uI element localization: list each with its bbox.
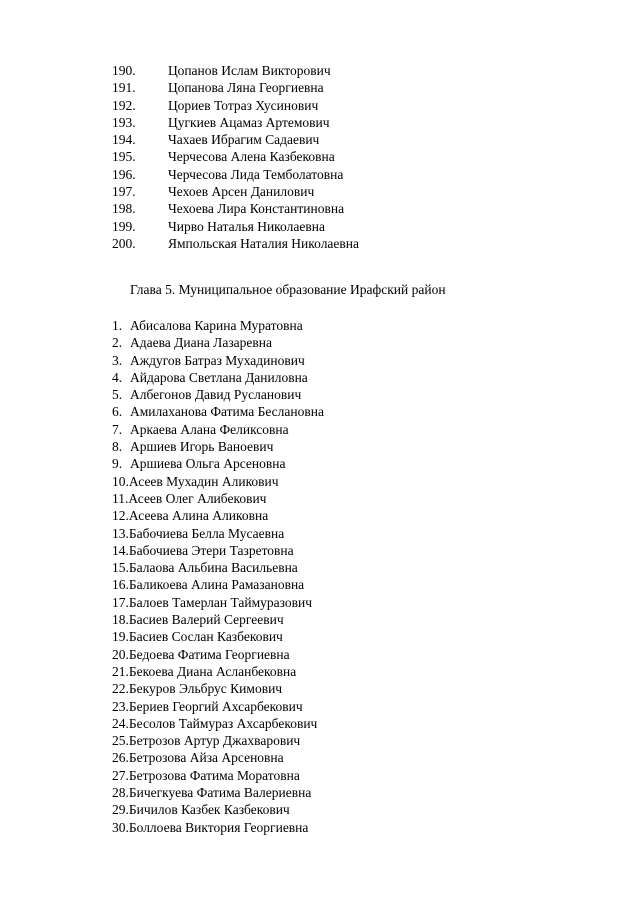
item-number: 22. xyxy=(112,681,129,697)
item-number: 192. xyxy=(112,97,136,113)
item-name: Чехоев Арсен Данилович xyxy=(168,184,315,200)
item-name: Асеев Олег Алибекович xyxy=(128,490,267,506)
item-number: 13. xyxy=(112,525,129,541)
list-item xyxy=(112,369,324,386)
list-item xyxy=(112,576,324,593)
item-name: Бедоева Фатима Георгиевна xyxy=(128,646,290,662)
item-name: Ямпольская Наталия Николаевна xyxy=(168,235,360,251)
item-name: Бесолов Таймураз Ахсарбекович xyxy=(128,715,318,731)
list-item xyxy=(112,680,324,697)
list-item xyxy=(112,663,324,680)
item-number: 196. xyxy=(112,166,136,182)
item-number: 15. xyxy=(112,560,129,576)
item-number: 14. xyxy=(112,542,129,558)
item-name: Аркаева Алана Феликсовна xyxy=(130,421,289,437)
list-item xyxy=(112,611,324,628)
item-name: Бетрозов Артур Джахварович xyxy=(128,733,301,749)
item-name: Асеева Алина Аликовна xyxy=(128,508,269,524)
item-number: 193. xyxy=(112,114,136,130)
item-number: 27. xyxy=(112,767,129,783)
list-item xyxy=(112,114,359,131)
list-item xyxy=(112,525,324,542)
list-item xyxy=(112,235,359,252)
chapter-heading: Глава 5. Муниципальное образование Ирафский район xyxy=(130,282,446,297)
item-name: Цориев Тотраз Хусинович xyxy=(168,97,319,113)
item-number: 6. xyxy=(112,404,123,420)
item-number: 199. xyxy=(112,218,136,234)
item-name: Басиев Валерий Сергеевич xyxy=(128,612,284,628)
list-item xyxy=(112,594,324,611)
item-name: Балоев Тамерлан Таймуразович xyxy=(128,594,313,610)
list-item xyxy=(112,218,359,235)
item-number: 19. xyxy=(112,629,129,645)
item-number: 195. xyxy=(112,149,136,165)
item-number: 190. xyxy=(112,63,136,78)
item-name: Балаова Альбина Васильевна xyxy=(128,560,298,576)
item-number: 197. xyxy=(112,184,136,200)
item-number: 4. xyxy=(112,369,123,385)
item-number: 25. xyxy=(112,733,129,749)
item-name: Баликоева Алина Рамазановна xyxy=(128,577,305,593)
item-number: 17. xyxy=(112,594,129,610)
item-number: 24. xyxy=(112,715,129,731)
item-number: 29. xyxy=(112,802,129,818)
item-number: 3. xyxy=(112,352,123,368)
list-item xyxy=(112,352,324,369)
list-item xyxy=(112,200,359,217)
list-item xyxy=(112,131,359,148)
list-item xyxy=(112,97,359,114)
item-name: Цопанова Ляна Георгиевна xyxy=(168,80,324,96)
list-item xyxy=(112,183,359,200)
item-name: Басиев Сослан Казбекович xyxy=(128,629,283,645)
item-number: 28. xyxy=(112,785,129,801)
item-name: Бетрозова Айза Арсеновна xyxy=(128,750,284,766)
list-item xyxy=(112,334,324,351)
item-number: 5. xyxy=(112,387,123,403)
list-item xyxy=(112,421,324,438)
list-item xyxy=(112,148,359,165)
item-name: Черчесова Алена Казбековна xyxy=(168,149,335,165)
item-name: Амилаханова Фатима Беслановна xyxy=(130,404,324,420)
item-name: Чехоева Лира Константиновна xyxy=(168,201,345,217)
item-name: Айдарова Светлана Даниловна xyxy=(130,369,308,385)
item-name: Адаева Диана Лазаревна xyxy=(130,335,272,351)
list-item xyxy=(112,473,324,490)
list-item xyxy=(112,559,324,576)
item-name: Чахаев Ибрагим Садаевич xyxy=(168,132,320,148)
item-name: Аршиев Игорь Ваноевич xyxy=(130,439,274,455)
list-item xyxy=(112,715,324,732)
list-item xyxy=(112,490,324,507)
chapter-name-list xyxy=(112,317,324,836)
item-name: Боллоева Виктория Георгиевна xyxy=(128,819,309,835)
item-number: 200. xyxy=(112,235,136,251)
item-number: 11. xyxy=(112,490,129,506)
list-item xyxy=(112,455,324,472)
item-name: Албегонов Давид Русланович xyxy=(130,387,302,403)
item-number: 1. xyxy=(112,318,123,333)
item-name: Бериев Георгий Ахсарбекович xyxy=(128,698,303,714)
item-number: 7. xyxy=(112,421,123,437)
item-name: Черчесова Лида Темболатовна xyxy=(168,166,344,182)
list-item xyxy=(112,767,324,784)
list-item xyxy=(112,166,359,183)
item-number: 26. xyxy=(112,750,129,766)
list-item xyxy=(112,317,324,334)
list-item xyxy=(112,784,324,801)
list-item xyxy=(112,628,324,645)
item-name: Бекуров Эльбрус Кимович xyxy=(128,681,283,697)
item-name: Бекоева Диана Асланбековна xyxy=(128,663,297,679)
item-name: Цопанов Ислам Викторович xyxy=(168,63,331,78)
list-item xyxy=(112,698,324,715)
list-item xyxy=(112,646,324,663)
item-number: 9. xyxy=(112,456,123,472)
list-item xyxy=(112,732,324,749)
item-number: 20. xyxy=(112,646,129,662)
item-number: 10. xyxy=(112,473,129,489)
item-number: 12. xyxy=(112,508,129,524)
item-number: 23. xyxy=(112,698,129,714)
item-number: 2. xyxy=(112,335,123,351)
item-name: Бабочиева Этери Тазретовна xyxy=(128,542,294,558)
item-name: Цугкиев Ацамаз Артемович xyxy=(168,114,330,130)
item-name: Асеев Мухадин Аликович xyxy=(128,473,279,489)
item-number: 194. xyxy=(112,132,136,148)
item-number: 16. xyxy=(112,577,129,593)
item-number: 18. xyxy=(112,612,129,628)
list-item xyxy=(112,749,324,766)
continued-name-list xyxy=(112,62,359,252)
list-item xyxy=(112,801,324,818)
list-item xyxy=(112,507,324,524)
item-number: 21. xyxy=(112,663,129,679)
item-number: 8. xyxy=(112,439,123,455)
item-name: Абисалова Карина Муратовна xyxy=(130,318,303,333)
list-item xyxy=(112,438,324,455)
item-name: Бабочиева Белла Мусаевна xyxy=(128,525,285,541)
list-item xyxy=(112,386,324,403)
item-number: 198. xyxy=(112,201,136,217)
list-item xyxy=(112,79,359,96)
item-name: Бичегкуева Фатима Валериевна xyxy=(128,785,312,801)
list-item xyxy=(112,403,324,420)
list-item xyxy=(112,542,324,559)
item-name: Аршиева Ольга Арсеновна xyxy=(130,456,286,472)
item-name: Бичилов Казбек Казбекович xyxy=(128,802,290,818)
item-number: 191. xyxy=(112,80,136,96)
list-item xyxy=(112,62,359,79)
list-item xyxy=(112,819,324,836)
item-name: Аждугов Батраз Мухадинович xyxy=(130,352,305,368)
item-name: Чирво Наталья Николаевна xyxy=(168,218,325,234)
item-number: 30. xyxy=(112,819,129,835)
item-name: Бетрозова Фатима Моратовна xyxy=(128,767,300,783)
